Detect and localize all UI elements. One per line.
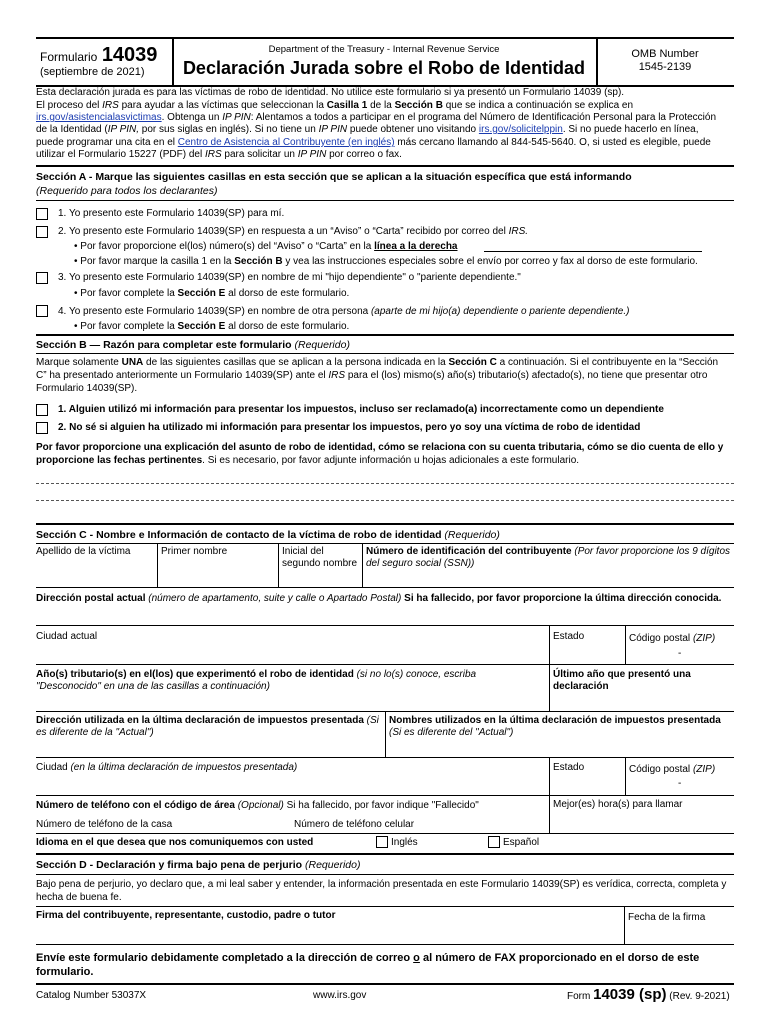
- section-b-para-2: C” ha presentado anteriormente un Formulario 14039(SP) ante el IRS para el (los) mismo(s) año(s) tributario(s) afectado(s), no tiene que presentar otro: [36, 370, 708, 381]
- omb-label: OMB Number: [631, 48, 699, 60]
- tax-years-label-2: "Desconocido" en una de las casillas a continuación): [36, 681, 270, 692]
- section-a-item-3: 3. Yo presento este Formulario 14039(SP) en nombre de mi "hijo dependiente" o "pariente dependiente.": [58, 272, 521, 283]
- divider: [36, 795, 734, 796]
- home-phone-label: Número de teléfono de la casa: [36, 819, 173, 830]
- language-label: Idioma en el que desea que nos comuniquemos con usted: [36, 837, 314, 848]
- divider: [624, 906, 625, 944]
- section-a-bullet-2a: • Por favor proporcione el(los) número(s) del “Aviso” o “Carta” en la línea a la derecha: [74, 241, 458, 252]
- section-b-explain-2: proporcione las fechas pertinentes. Si es necesario, por favor adjunte información u hojas adicionales a este formulario.: [36, 455, 580, 466]
- section-b-option-1: 1. Alguien utilizó mi información para presentar los impuestos, incluso ser reclamado(a) incorrectamente como un dependiente: [58, 404, 664, 415]
- section-c-title: Sección C - Nombre e Información de contacto de la víctima de robo de identidad (Requerido): [36, 529, 500, 541]
- prev-address-label-2: es diferente de la "Actual"): [36, 727, 154, 738]
- state-label: Estado: [553, 631, 585, 642]
- prev-zip-label: Código postal (ZIP): [629, 764, 716, 775]
- section-d-rule: [36, 853, 734, 855]
- address-label: Dirección postal actual (número de apartamento, suite y calle o Apartado Postal) Si ha fallecido, por favor proporcione la última dirección conocida.: [36, 593, 722, 604]
- section-b-subrule: [36, 353, 734, 354]
- first-name-label: Primer nombre: [161, 546, 228, 557]
- best-hours-label: Mejor(es) hora(s) para llamar: [553, 799, 683, 810]
- middle-initial-label-2: segundo nombre: [282, 558, 358, 569]
- divider: [36, 944, 734, 945]
- website: www.irs.gov: [313, 990, 367, 1001]
- ssn-label-2: del seguro social (SSN)): [366, 558, 475, 569]
- divider: [549, 664, 550, 711]
- catalog-number: Catalog Number 53037X: [36, 990, 147, 1001]
- language-spanish-label: Español: [503, 837, 540, 848]
- section-a-rule: [36, 165, 734, 167]
- section-a-checkbox-2[interactable]: [36, 226, 48, 238]
- prev-city-label: Ciudad (en la última declaración de impuestos presentada): [36, 762, 298, 773]
- section-b-title: Sección B — Razón para completar este formulario (Requerido): [36, 339, 350, 351]
- language-english-label: Inglés: [391, 837, 418, 848]
- intro-line-4: de la Identidad (IP PIN, por sus siglas en inglés). Si no tiene un IP PIN puede obtener uno visitando irs.gov/solicitelppin. Si no puede hacerlo en línea,: [36, 124, 699, 135]
- prev-zip-dash: -: [678, 778, 682, 789]
- divider: [362, 543, 363, 587]
- divider: [549, 625, 550, 664]
- section-a-item-2: 2. Yo presento este Formulario 14039(SP) en respuesta a un “Aviso” o “Carta” recibido por correo del IRS.: [58, 226, 529, 237]
- prev-names-label-1: Nombres utilizados en la última declaración de impuestos presentada: [389, 715, 721, 726]
- prev-names-label-2: (Si es diferente del "Actual"): [389, 727, 514, 738]
- prev-address-label-1: Dirección utilizada en la última declaración de impuestos presentada (Si: [36, 715, 379, 726]
- section-d-para-1: Bajo pena de perjurio, yo declaro que, a mi leal saber y entender, la información presentada en este Formulario 14039(SP) es verídica, correcta, completa y: [36, 879, 727, 890]
- ippin-link[interactable]: irs.gov/solicitelppin: [478, 124, 563, 135]
- section-a-item-1: 1. Yo presento este Formulario 14039(SP) para mí.: [58, 208, 285, 219]
- omb-number: 1545-2139: [638, 61, 692, 73]
- divider: [36, 587, 734, 588]
- divider: [549, 795, 550, 833]
- ssn-label-1: Número de identificación del contribuyente (Por favor proporcione los 9 dígitos: [366, 546, 731, 557]
- tax-years-label-1: Año(s) tributario(s) en el(los) que experimentó el robo de identidad (si no lo(s) conoce, escriba: [36, 669, 477, 680]
- section-b-explain-1: Por favor proporcione una explicación del asunto de robo de identidad, cómo se relaciona con su cuenta tributaria, cómo se dio cuenta de ello y: [36, 442, 724, 453]
- divider: [625, 757, 626, 795]
- tac-link[interactable]: Centro de Asistencia al Contribuyente (en inglés): [177, 137, 395, 148]
- section-b-option-2: 2. No sé si alguien ha utilizado mi información para presentar los impuestos, pero yo soy una víctima de robo de identidad: [58, 422, 641, 433]
- divider: [385, 711, 386, 757]
- send-instructions-2: formulario.: [36, 966, 94, 978]
- city-label: Ciudad actual: [36, 631, 98, 642]
- form-word: Formulario: [40, 50, 98, 64]
- divider: [36, 983, 734, 985]
- signature-label: Firma del contribuyente, representante, custodio, padre o tutor: [36, 910, 336, 921]
- section-a-subrule: [36, 200, 734, 201]
- agency-name: Department of the Treasury - Internal Revenue Service: [268, 44, 500, 55]
- section-a-checkbox-1[interactable]: [36, 208, 48, 220]
- divider: [549, 757, 550, 795]
- section-a-checkbox-3[interactable]: [36, 272, 48, 284]
- section-a-title: Sección A - Marque las siguientes casillas en esta sección que se aplican a la situación específica que está informando: [36, 171, 632, 183]
- divider: [625, 625, 626, 664]
- divider: [36, 874, 734, 875]
- section-a-bullet-3: • Por favor complete la Sección E al dorso de este formulario.: [74, 288, 350, 299]
- language-english-checkbox[interactable]: [376, 836, 388, 848]
- victims-link[interactable]: irs.gov/asistencialasvictimas: [36, 112, 162, 123]
- form-date: (septiembre de 2021): [40, 66, 145, 78]
- zip-label: Código postal (ZIP): [629, 633, 716, 644]
- section-a-checkbox-4[interactable]: [36, 305, 48, 317]
- explanation-line-1[interactable]: [36, 483, 734, 484]
- divider: [36, 757, 734, 758]
- phone-label: Número de teléfono con el código de área (Opcional) Si ha fallecido, por favor indique "Fallecido": [36, 800, 479, 811]
- top-rule: [36, 37, 734, 39]
- section-a-bullet-4: • Por favor complete la Sección E al dorso de este formulario.: [74, 321, 350, 332]
- divider: [157, 543, 158, 587]
- section-c-rule: [36, 523, 734, 525]
- section-b-para-3: Formulario 14039(SP).: [36, 383, 138, 394]
- section-a-subtitle: (Requerido para todos los declarantes): [36, 185, 218, 197]
- section-b-checkbox-2[interactable]: [36, 422, 48, 434]
- last-year-label-1: Último año que presentó una: [553, 669, 691, 680]
- section-d-title: Sección D - Declaración y firma bajo pena de perjurio (Requerido): [36, 859, 361, 871]
- intro-line-2: El proceso del IRS para ayudar a las víctimas que seleccionan la Casilla 1 de la Sección B que se indica a continuación se explica en: [36, 100, 634, 111]
- intro-line-1: Esta declaración jurada es para las víctimas de robo de identidad. No utilice este formulario si ya presentó un Formulario 14039 (sp).: [36, 87, 625, 98]
- intro-line-5: puede programar una cita en el Centro de Asistencia al Contribuyente (en inglés) más cercano llamando al 844-545-5640. O, si usted es elegible, puede: [36, 137, 711, 148]
- form-revision: Form 14039 (sp) (Rev. 9-2021): [567, 986, 730, 1003]
- section-a-bullet-2b: • Por favor marque la casilla 1 en la Sección B y vea las instrucciones especiales sobre el envío por correo y fax al dorso de este formulario.: [74, 256, 698, 267]
- intro-line-6: utilizar el Formulario 15227 (PDF) del IRS para solicitar un IP PIN por correo o fax.: [36, 149, 402, 160]
- cell-phone-label: Número de teléfono celular: [294, 819, 415, 830]
- section-b-para-1: Marque solamente UNA de las siguientes casillas que se aplican a la persona indicada en la Sección C a continuación. Si el contribuyente en la “Sección: [36, 357, 719, 368]
- last-year-label-2: declaración: [553, 681, 609, 692]
- section-c-subrule: [36, 543, 734, 544]
- explanation-line-2[interactable]: [36, 500, 734, 501]
- signature-date-label: Fecha de la firma: [628, 912, 706, 923]
- prev-state-label: Estado: [553, 762, 585, 773]
- section-b-rule: [36, 334, 734, 336]
- form-number: 14039: [101, 44, 158, 66]
- divider: [36, 625, 734, 626]
- divider: [36, 664, 734, 665]
- intro-line-3: irs.gov/asistencialasvictimas. Obtenga un IP PIN: Alentamos a todos a participar en el programa del Número de Identificación Personal para la Protección: [36, 112, 717, 123]
- language-spanish-checkbox[interactable]: [488, 836, 500, 848]
- section-a-item-4: 4. Yo presento este Formulario 14039(SP) en nombre de otra persona (aparte de mi hijo(a) dependiente o pariente dependiente.): [58, 306, 630, 317]
- last-name-label: Apellido de la víctima: [36, 546, 131, 557]
- divider: [36, 833, 734, 834]
- middle-initial-label-1: Inicial del: [282, 546, 324, 557]
- divider: [278, 543, 279, 587]
- divider: [36, 906, 734, 907]
- zip-dash: -: [678, 648, 682, 659]
- notice-number-field[interactable]: [484, 251, 702, 252]
- form-id: [40, 44, 157, 67]
- send-instructions-1: Envíe este formulario debidamente completado a la dirección de correo o al número de FAX proporcionado en el dorso de este: [36, 952, 700, 964]
- section-d-para-2: hecha de buena fe.: [36, 892, 122, 903]
- section-b-checkbox-1[interactable]: [36, 404, 48, 416]
- form-title: Declaración Jurada sobre el Robo de Identidad: [182, 58, 586, 78]
